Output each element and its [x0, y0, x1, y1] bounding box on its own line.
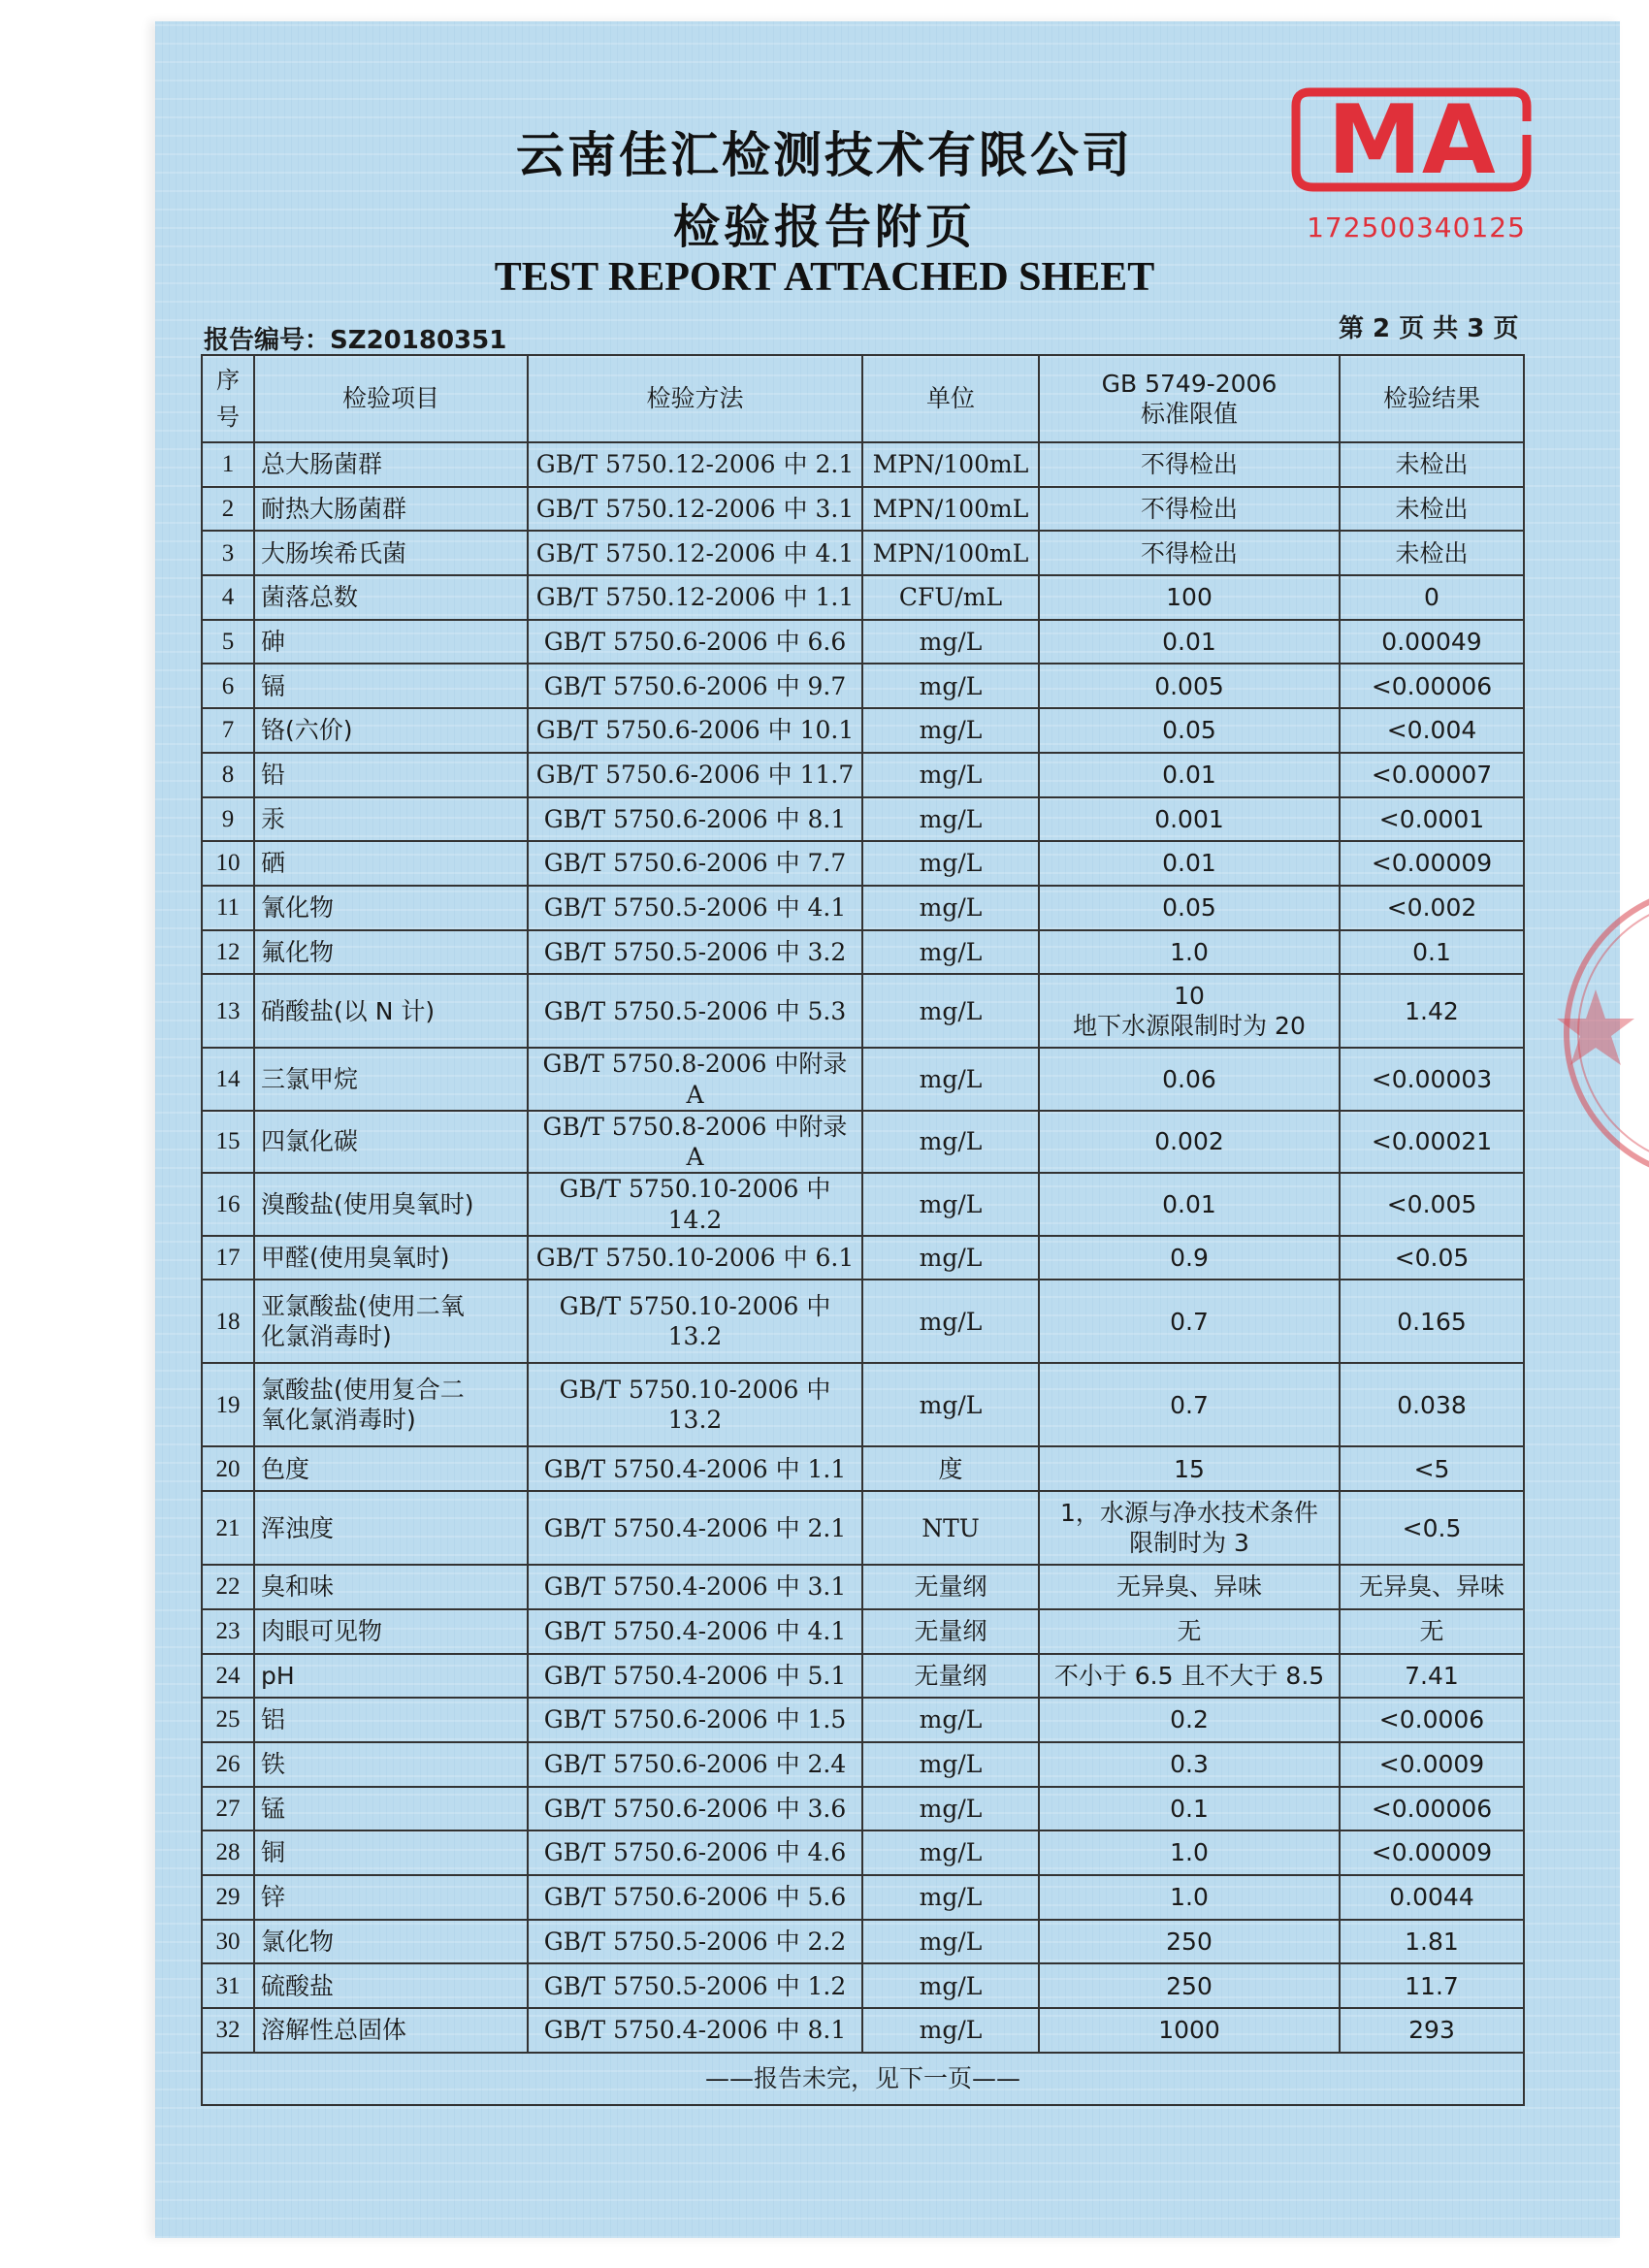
row-item: 硝酸盐(以 N 计): [254, 974, 528, 1048]
row-limit: 1，水源与净水技术条件 限制时为 3: [1039, 1491, 1340, 1565]
row-result: <0.00021: [1340, 1111, 1524, 1174]
col-header-unit: 单位: [862, 355, 1039, 442]
row-unit: mg/L: [862, 1742, 1039, 1787]
row-unit: mg/L: [862, 1236, 1039, 1280]
row-method: GB/T 5750.4-2006 中 4.1: [528, 1609, 862, 1654]
row-limit: 不小于 6.5 且不大于 8.5: [1039, 1654, 1340, 1699]
row-seq: 28: [202, 1831, 254, 1875]
row-result: 293: [1340, 2008, 1524, 2053]
row-limit: 250: [1039, 1920, 1340, 1964]
row-seq: 3: [202, 531, 254, 575]
row-limit: 0.01: [1039, 841, 1340, 886]
row-unit: mg/L: [862, 797, 1039, 842]
row-result: <0.00006: [1340, 664, 1524, 708]
row-item: 硫酸盐: [254, 1963, 528, 2008]
row-method: GB/T 5750.6-2006 中 3.6: [528, 1787, 862, 1831]
col-header-limit: GB 5749-2006 标准限值: [1039, 355, 1340, 442]
row-method: GB/T 5750.12-2006 中 3.1: [528, 487, 862, 532]
table-row: [202, 930, 1524, 975]
row-seq: 12: [202, 930, 254, 975]
row-item: pH: [254, 1654, 528, 1699]
row-result: <0.0009: [1340, 1742, 1524, 1787]
row-unit: 度: [862, 1446, 1039, 1491]
row-result: <0.00006: [1340, 1787, 1524, 1831]
table-header-row: [202, 355, 1524, 442]
row-item: 甲醛(使用臭氧时): [254, 1236, 528, 1280]
row-result: <0.0006: [1340, 1698, 1524, 1742]
table-row: [202, 1742, 1524, 1787]
row-result: 未检出: [1340, 487, 1524, 532]
row-limit: 0.3: [1039, 1742, 1340, 1787]
row-method: GB/T 5750.5-2006 中 4.1: [528, 886, 862, 930]
row-unit: mg/L: [862, 1698, 1039, 1742]
row-unit: 无量纲: [862, 1565, 1039, 1609]
table-row: [202, 1048, 1524, 1111]
row-seq: 22: [202, 1565, 254, 1609]
row-item: 铅: [254, 753, 528, 797]
row-unit: mg/L: [862, 664, 1039, 708]
row-limit: 0.002: [1039, 1111, 1340, 1174]
row-unit: mg/L: [862, 1875, 1039, 1920]
table-row: [202, 531, 1524, 575]
row-method: GB/T 5750.10-2006 中 13.2: [528, 1363, 862, 1446]
ma-certification-logo: [1290, 73, 1533, 204]
row-method: GB/T 5750.6-2006 中 2.4: [528, 1742, 862, 1787]
row-seq: 6: [202, 664, 254, 708]
sheet-title: 检验报告附页: [672, 200, 976, 254]
continued-note: ——报告未完，见下一页——: [202, 2053, 1524, 2105]
row-result: <0.05: [1340, 1236, 1524, 1280]
row-item: 三氯甲烷: [254, 1048, 528, 1111]
row-method: GB/T 5750.10-2006 中 14.2: [528, 1173, 862, 1236]
row-method: GB/T 5750.5-2006 中 2.2: [528, 1920, 862, 1964]
row-item: 大肠埃希氏菌: [254, 531, 528, 575]
row-unit: mg/L: [862, 1920, 1039, 1964]
table-footer-row: [202, 2053, 1524, 2105]
row-unit: mg/L: [862, 753, 1039, 797]
row-seq: 1: [202, 442, 254, 487]
row-limit: 15: [1039, 1446, 1340, 1491]
table-row: [202, 841, 1524, 886]
table-row: [202, 1920, 1524, 1964]
row-limit: 0.7: [1039, 1280, 1340, 1363]
row-limit: 不得检出: [1039, 442, 1340, 487]
row-seq: 5: [202, 620, 254, 664]
row-seq: 4: [202, 575, 254, 620]
row-seq: 17: [202, 1236, 254, 1280]
row-unit: mg/L: [862, 1111, 1039, 1174]
row-limit: 10 地下水源限制时为 20: [1039, 974, 1340, 1048]
table-row: [202, 2008, 1524, 2053]
col-header-method: 检验方法: [528, 355, 862, 442]
table-row: [202, 1963, 1524, 2008]
row-method: GB/T 5750.6-2006 中 5.6: [528, 1875, 862, 1920]
row-seq: 8: [202, 753, 254, 797]
table-row: [202, 753, 1524, 797]
row-unit: 无量纲: [862, 1609, 1039, 1654]
row-result: 0.00049: [1340, 620, 1524, 664]
row-item: 臭和味: [254, 1565, 528, 1609]
row-seq: 14: [202, 1048, 254, 1111]
table-row: [202, 1787, 1524, 1831]
row-unit: mg/L: [862, 620, 1039, 664]
row-unit: mg/L: [862, 1280, 1039, 1363]
row-unit: MPN/100mL: [862, 531, 1039, 575]
row-item: 硒: [254, 841, 528, 886]
row-item: 氟化物: [254, 930, 528, 975]
row-result: <0.00009: [1340, 841, 1524, 886]
row-item: 色度: [254, 1446, 528, 1491]
row-limit: 0.2: [1039, 1698, 1340, 1742]
col-header-seq: 序号: [202, 355, 254, 442]
row-unit: MPN/100mL: [862, 442, 1039, 487]
table-row: [202, 1491, 1524, 1565]
col-header-result: 检验结果: [1340, 355, 1524, 442]
row-result: <0.004: [1340, 708, 1524, 753]
row-unit: mg/L: [862, 886, 1039, 930]
row-limit: 1.0: [1039, 1875, 1340, 1920]
row-item: 肉眼可见物: [254, 1609, 528, 1654]
row-method: GB/T 5750.6-2006 中 7.7: [528, 841, 862, 886]
row-result: 未检出: [1340, 531, 1524, 575]
row-result: 11.7: [1340, 1963, 1524, 2008]
row-limit: 100: [1039, 575, 1340, 620]
page-info: 第 2 页 共 3 页: [1339, 314, 1519, 343]
table-row: [202, 487, 1524, 532]
row-result: 未检出: [1340, 442, 1524, 487]
row-item: 氯化物: [254, 1920, 528, 1964]
row-seq: 25: [202, 1698, 254, 1742]
row-seq: 23: [202, 1609, 254, 1654]
row-limit: 1.0: [1039, 1831, 1340, 1875]
row-method: GB/T 5750.12-2006 中 1.1: [528, 575, 862, 620]
row-method: GB/T 5750.5-2006 中 1.2: [528, 1963, 862, 2008]
row-seq: 20: [202, 1446, 254, 1491]
table-row: [202, 1173, 1524, 1236]
sheet-title-en: TEST REPORT ATTACHED SHEET: [494, 255, 1155, 300]
row-seq: 2: [202, 487, 254, 532]
row-result: <0.00007: [1340, 753, 1524, 797]
row-unit: mg/L: [862, 930, 1039, 975]
test-results-table: [201, 354, 1525, 2106]
row-method: GB/T 5750.10-2006 中 13.2: [528, 1280, 862, 1363]
row-limit: 不得检出: [1039, 531, 1340, 575]
row-limit: 0.06: [1039, 1048, 1340, 1111]
row-seq: 10: [202, 841, 254, 886]
row-item: 汞: [254, 797, 528, 842]
seal-stamp-partial: [1537, 878, 1649, 1188]
row-item: 耐热大肠菌群: [254, 487, 528, 532]
row-unit: mg/L: [862, 1831, 1039, 1875]
row-unit: 无量纲: [862, 1654, 1039, 1699]
row-item: 四氯化碳: [254, 1111, 528, 1174]
row-seq: 7: [202, 708, 254, 753]
row-method: GB/T 5750.8-2006 中附录 A: [528, 1048, 862, 1111]
row-item: 铝: [254, 1698, 528, 1742]
table-row: [202, 1280, 1524, 1363]
table-row: [202, 886, 1524, 930]
row-limit: 0.05: [1039, 886, 1340, 930]
row-method: GB/T 5750.10-2006 中 6.1: [528, 1236, 862, 1280]
row-seq: 13: [202, 974, 254, 1048]
row-result: 0.1: [1340, 930, 1524, 975]
row-unit: MPN/100mL: [862, 487, 1039, 532]
row-method: GB/T 5750.4-2006 中 3.1: [528, 1565, 862, 1609]
row-unit: mg/L: [862, 1048, 1039, 1111]
row-seq: 11: [202, 886, 254, 930]
row-limit: 1000: [1039, 2008, 1340, 2053]
row-seq: 15: [202, 1111, 254, 1174]
row-seq: 31: [202, 1963, 254, 2008]
row-unit: mg/L: [862, 974, 1039, 1048]
row-unit: mg/L: [862, 1963, 1039, 2008]
table-row: [202, 708, 1524, 753]
table-row: [202, 575, 1524, 620]
row-limit: 0.01: [1039, 753, 1340, 797]
row-method: GB/T 5750.6-2006 中 1.5: [528, 1698, 862, 1742]
table-row: [202, 442, 1524, 487]
row-limit: 0.9: [1039, 1236, 1340, 1280]
row-limit: 250: [1039, 1963, 1340, 2008]
row-method: GB/T 5750.8-2006 中附录 A: [528, 1111, 862, 1174]
row-method: GB/T 5750.4-2006 中 2.1: [528, 1491, 862, 1565]
table-row: [202, 1236, 1524, 1280]
table-row: [202, 1875, 1524, 1920]
row-method: GB/T 5750.6-2006 中 8.1: [528, 797, 862, 842]
row-seq: 21: [202, 1491, 254, 1565]
row-limit: 无: [1039, 1609, 1340, 1654]
row-method: GB/T 5750.6-2006 中 11.7: [528, 753, 862, 797]
row-item: 亚氯酸盐(使用二氧 化氯消毒时): [254, 1280, 528, 1363]
row-limit: 0.001: [1039, 797, 1340, 842]
company-name: 云南佳汇检测技术有限公司: [516, 127, 1133, 183]
row-limit: 0.01: [1039, 1173, 1340, 1236]
row-unit: mg/L: [862, 1173, 1039, 1236]
row-unit: CFU/mL: [862, 575, 1039, 620]
row-method: GB/T 5750.5-2006 中 3.2: [528, 930, 862, 975]
row-method: GB/T 5750.6-2006 中 10.1: [528, 708, 862, 753]
row-seq: 26: [202, 1742, 254, 1787]
row-unit: mg/L: [862, 2008, 1039, 2053]
row-item: 菌落总数: [254, 575, 528, 620]
row-item: 铬(六价): [254, 708, 528, 753]
table-row: [202, 664, 1524, 708]
row-method: GB/T 5750.12-2006 中 2.1: [528, 442, 862, 487]
row-method: GB/T 5750.5-2006 中 5.3: [528, 974, 862, 1048]
table-row: [202, 1831, 1524, 1875]
report-number: 报告编号：SZ20180351: [204, 326, 507, 355]
row-result: 无异臭、异味: [1340, 1565, 1524, 1609]
row-seq: 19: [202, 1363, 254, 1446]
row-seq: 18: [202, 1280, 254, 1363]
row-item: 铁: [254, 1742, 528, 1787]
svg-text:MA: MA: [1327, 85, 1496, 196]
table-row: [202, 1698, 1524, 1742]
row-result: 无: [1340, 1609, 1524, 1654]
table-row: [202, 1654, 1524, 1699]
row-item: 溶解性总固体: [254, 2008, 528, 2053]
row-result: <5: [1340, 1446, 1524, 1491]
row-item: 氰化物: [254, 886, 528, 930]
row-limit: 0.7: [1039, 1363, 1340, 1446]
row-item: 镉: [254, 664, 528, 708]
row-item: 氯酸盐(使用复合二 氧化氯消毒时): [254, 1363, 528, 1446]
table-row: [202, 620, 1524, 664]
row-unit: mg/L: [862, 1363, 1039, 1446]
row-method: GB/T 5750.4-2006 中 8.1: [528, 2008, 862, 2053]
row-method: GB/T 5750.12-2006 中 4.1: [528, 531, 862, 575]
row-item: 溴酸盐(使用臭氧时): [254, 1173, 528, 1236]
row-seq: 27: [202, 1787, 254, 1831]
table-row: [202, 1609, 1524, 1654]
table-row: [202, 1363, 1524, 1446]
row-result: 0.0044: [1340, 1875, 1524, 1920]
row-limit: 0.1: [1039, 1787, 1340, 1831]
row-unit: NTU: [862, 1491, 1039, 1565]
table-row: [202, 797, 1524, 842]
table-row: [202, 1565, 1524, 1609]
row-item: 锌: [254, 1875, 528, 1920]
row-unit: mg/L: [862, 841, 1039, 886]
row-item: 锰: [254, 1787, 528, 1831]
row-result: <0.00003: [1340, 1048, 1524, 1111]
row-unit: mg/L: [862, 1787, 1039, 1831]
row-result: 0.038: [1340, 1363, 1524, 1446]
row-result: 0.165: [1340, 1280, 1524, 1363]
row-limit: 不得检出: [1039, 487, 1340, 532]
row-limit: 0.005: [1039, 664, 1340, 708]
table-row: [202, 1111, 1524, 1174]
row-seq: 9: [202, 797, 254, 842]
row-result: <0.002: [1340, 886, 1524, 930]
row-method: GB/T 5750.6-2006 中 6.6: [528, 620, 862, 664]
row-result: <0.5: [1340, 1491, 1524, 1565]
row-unit: mg/L: [862, 708, 1039, 753]
row-seq: 30: [202, 1920, 254, 1964]
row-item: 砷: [254, 620, 528, 664]
row-item: 铜: [254, 1831, 528, 1875]
row-method: GB/T 5750.4-2006 中 5.1: [528, 1654, 862, 1699]
row-item: 浑浊度: [254, 1491, 528, 1565]
row-limit: 无异臭、异味: [1039, 1565, 1340, 1609]
row-method: GB/T 5750.4-2006 中 1.1: [528, 1446, 862, 1491]
row-method: GB/T 5750.6-2006 中 9.7: [528, 664, 862, 708]
row-result: 7.41: [1340, 1654, 1524, 1699]
table-row: [202, 974, 1524, 1048]
row-method: GB/T 5750.6-2006 中 4.6: [528, 1831, 862, 1875]
row-limit: 0.01: [1039, 620, 1340, 664]
row-result: 1.81: [1340, 1920, 1524, 1964]
row-result: 0: [1340, 575, 1524, 620]
row-result: <0.005: [1340, 1173, 1524, 1236]
row-limit: 1.0: [1039, 930, 1340, 975]
row-result: 1.42: [1340, 974, 1524, 1048]
row-result: <0.0001: [1340, 797, 1524, 842]
row-result: <0.00009: [1340, 1831, 1524, 1875]
ma-certificate-number: 172500340125: [1307, 211, 1526, 243]
row-seq: 24: [202, 1654, 254, 1699]
table-row: [202, 1446, 1524, 1491]
row-seq: 16: [202, 1173, 254, 1236]
row-seq: 29: [202, 1875, 254, 1920]
row-limit: 0.05: [1039, 708, 1340, 753]
row-item: 总大肠菌群: [254, 442, 528, 487]
row-seq: 32: [202, 2008, 254, 2053]
col-header-item: 检验项目: [254, 355, 528, 442]
